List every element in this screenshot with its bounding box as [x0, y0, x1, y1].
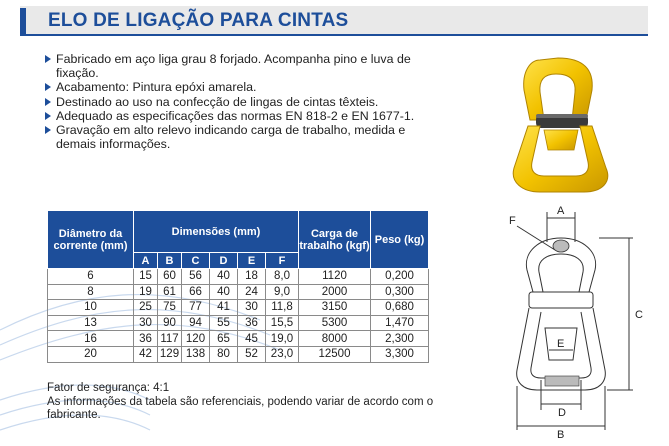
col-header-dimensions: Dimensões (mm) — [134, 211, 299, 253]
col-header-c: C — [182, 253, 210, 269]
drawing-label-e: E — [557, 338, 565, 350]
table-cell: 36 — [134, 331, 158, 347]
table-cell: 65 — [210, 331, 238, 347]
table-cell: 0,680 — [371, 300, 429, 316]
table-cell: 42 — [134, 346, 158, 362]
drawing-label-b: B — [557, 429, 565, 440]
table-cell: 40 — [210, 269, 238, 285]
page-title: ELO DE LIGAÇÃO PARA CINTAS — [48, 10, 349, 31]
feature-item: Adequado as especificações das normas EN 818-2 e EN 1677-1. — [44, 109, 444, 123]
table-cell: 10 — [48, 300, 134, 316]
table-cell: 1,470 — [371, 315, 429, 331]
col-header-e: E — [238, 253, 266, 269]
drawing-label-f: F — [509, 215, 516, 227]
table-cell: 9,0 — [266, 284, 299, 300]
table-cell: 60 — [158, 269, 182, 285]
table-cell: 2,300 — [371, 331, 429, 347]
feature-item: Acabamento: Pintura epóxi amarela. — [44, 80, 444, 94]
table-row — [48, 315, 429, 331]
feature-item: Gravação em alto relevo indicando carga de trabalho, medida e demais informações. — [44, 123, 444, 151]
table-cell: 19,0 — [266, 331, 299, 347]
table-cell: 12500 — [299, 346, 371, 362]
table-cell: 80 — [210, 346, 238, 362]
table-cell: 30 — [238, 300, 266, 316]
feature-list — [44, 52, 444, 151]
table-cell: 2000 — [299, 284, 371, 300]
feature-item: Destinado ao uso na confecção de lingas de cintas têxteis. — [44, 95, 444, 109]
table-cell: 15,5 — [266, 315, 299, 331]
table-cell: 66 — [182, 284, 210, 300]
drawing-label-c: C — [635, 309, 643, 321]
table-cell: 6 — [48, 269, 134, 285]
col-header-d: D — [210, 253, 238, 269]
table-cell: 25 — [134, 300, 158, 316]
table-cell: 13 — [48, 315, 134, 331]
table-cell: 16 — [48, 331, 134, 347]
table-cell: 8 — [48, 284, 134, 300]
col-header-load: Carga de trabalho (kgf) — [299, 211, 371, 269]
table-cell: 36 — [238, 315, 266, 331]
table-cell: 41 — [210, 300, 238, 316]
table-row — [48, 331, 429, 347]
table-cell: 0,200 — [371, 269, 429, 285]
table-cell: 94 — [182, 315, 210, 331]
col-header-f: F — [266, 253, 299, 269]
table-cell: 3150 — [299, 300, 371, 316]
triangle-bullet-icon — [45, 126, 51, 134]
table-cell: 56 — [182, 269, 210, 285]
header-underline — [20, 34, 648, 36]
table-cell: 55 — [210, 315, 238, 331]
table-cell: 61 — [158, 284, 182, 300]
technical-drawing — [495, 200, 665, 440]
table-cell: 120 — [182, 331, 210, 347]
table-cell: 90 — [158, 315, 182, 331]
col-header-a: A — [134, 253, 158, 269]
table-cell: 0,300 — [371, 284, 429, 300]
triangle-bullet-icon — [45, 83, 51, 91]
drawing-label-d: D — [558, 407, 566, 419]
table-cell: 5300 — [299, 315, 371, 331]
table-cell: 117 — [158, 331, 182, 347]
table-cell: 15 — [134, 269, 158, 285]
header-accent-bar — [20, 8, 26, 34]
table-cell: 77 — [182, 300, 210, 316]
table-row — [48, 300, 429, 316]
table-cell: 129 — [158, 346, 182, 362]
col-header-b: B — [158, 253, 182, 269]
table-cell: 138 — [182, 346, 210, 362]
table-row — [48, 284, 429, 300]
disclaimer-note: As informações da tabela são referenciais, podendo variar de acordo com o fabricante. — [47, 395, 434, 421]
table-cell: 20 — [48, 346, 134, 362]
triangle-bullet-icon — [45, 55, 51, 63]
table-row — [48, 346, 429, 362]
triangle-bullet-icon — [45, 112, 51, 120]
table-cell: 18 — [238, 269, 266, 285]
section-header — [20, 6, 648, 36]
triangle-bullet-icon — [45, 98, 51, 106]
table-cell: 24 — [238, 284, 266, 300]
table-cell: 45 — [238, 331, 266, 347]
feature-item: Fabricado em aço liga grau 8 forjado. Acompanha pino e luva de fixação. — [44, 52, 444, 80]
table-cell: 52 — [238, 346, 266, 362]
table-cell: 1120 — [299, 269, 371, 285]
table-cell: 40 — [210, 284, 238, 300]
safety-factor-note: Fator de segurança: 4:1 — [47, 382, 170, 394]
product-photo — [500, 50, 620, 200]
drawing-label-a: A — [557, 205, 565, 217]
table-cell: 75 — [158, 300, 182, 316]
table-notes — [47, 382, 467, 423]
table-cell: 8000 — [299, 331, 371, 347]
table-cell: 11,8 — [266, 300, 299, 316]
table-cell: 3,300 — [371, 346, 429, 362]
dimensions-table — [47, 210, 429, 363]
table-cell: 23,0 — [266, 346, 299, 362]
col-header-weight: Peso (kg) — [371, 211, 429, 269]
table-cell: 8,0 — [266, 269, 299, 285]
table-row — [48, 269, 429, 285]
table-cell: 30 — [134, 315, 158, 331]
table-cell: 19 — [134, 284, 158, 300]
col-header-diameter: Diâmetro da corrente (mm) — [48, 211, 134, 269]
